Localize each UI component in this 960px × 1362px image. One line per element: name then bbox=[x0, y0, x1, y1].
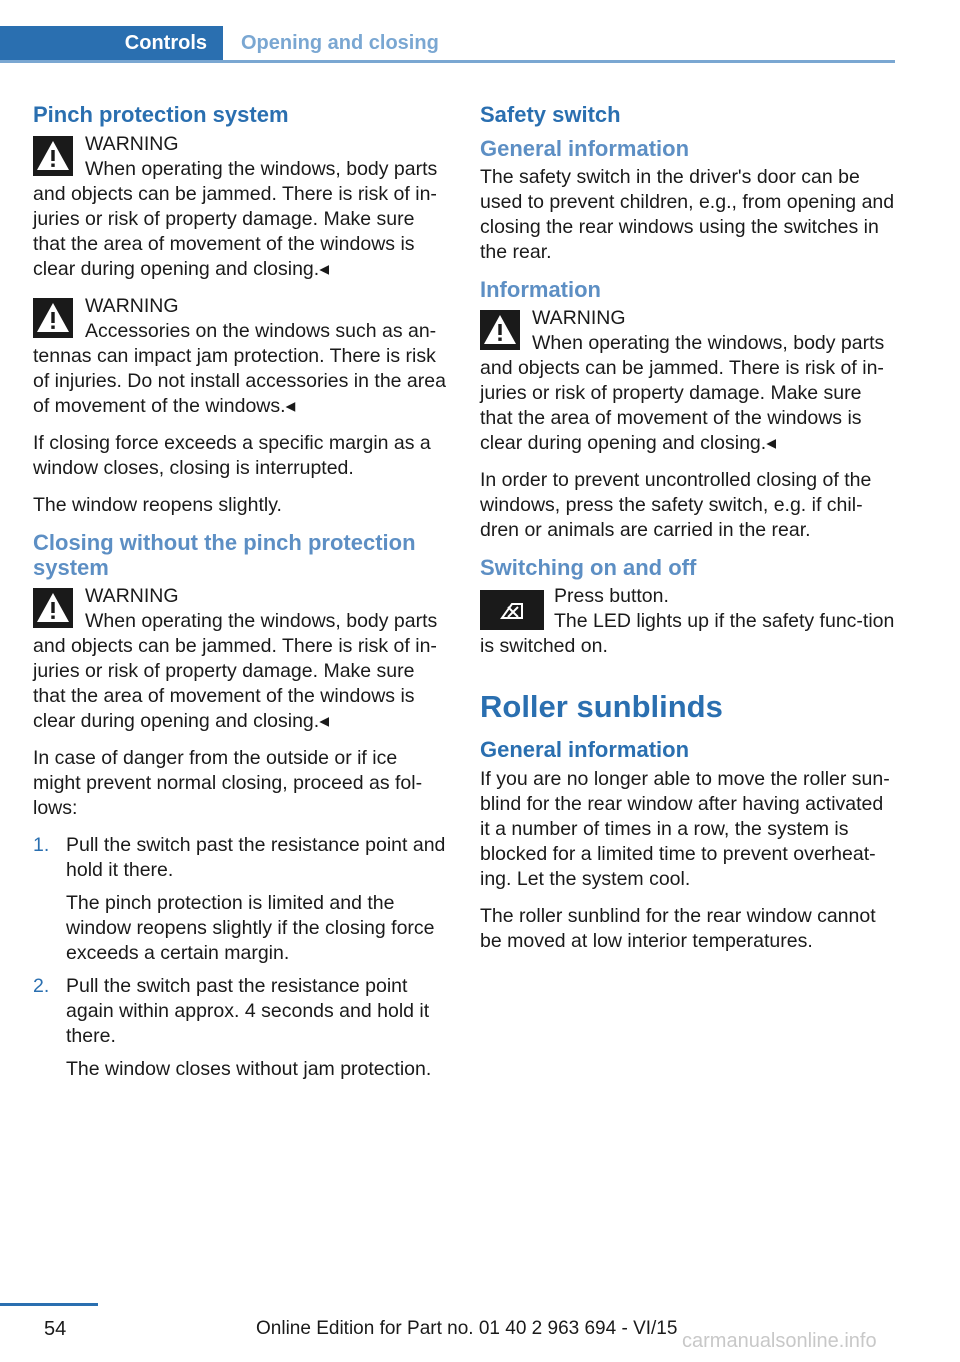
warning-triangle-icon bbox=[480, 310, 520, 350]
paragraph: In order to prevent uncontrolled closing of the windows, press the safety switch, e.g. if chil‐dren or animals are carried in the rear. bbox=[480, 469, 872, 541]
heading-switching-on-off: Switching on and off bbox=[480, 555, 697, 580]
edition-text: Online Edition for Part no. 01 40 2 963 694 - VI/15 bbox=[256, 1318, 678, 1339]
heading-general-information-2: General information bbox=[480, 737, 690, 762]
paragraph: The window reopens slightly. bbox=[33, 494, 282, 516]
press-button-text: Press button. bbox=[554, 585, 669, 607]
switch-block bbox=[480, 584, 895, 659]
warning-triangle-icon bbox=[33, 136, 73, 176]
heading-roller-sunblinds: Roller sunblinds bbox=[480, 689, 723, 724]
paragraph: If closing force exceeds a specific margin as a window closes, closing is interrupted. bbox=[33, 432, 431, 479]
window-lock-button-icon bbox=[480, 590, 544, 630]
page-header bbox=[0, 26, 895, 62]
page-number: 54 bbox=[44, 1318, 67, 1340]
warning-text: When operating the windows, body parts and objects can be jammed. There is risk of in‐juries or risk of property damage. Make sure that the area of movement of the windows is clear during opening and closing.◂ bbox=[33, 158, 438, 280]
warning-block bbox=[33, 294, 448, 419]
paragraph: The roller sunblind for the rear window cannot be moved at low interior temperatures. bbox=[480, 905, 876, 952]
step-number: 1. bbox=[33, 834, 50, 856]
warning-text: Accessories on the windows such as an‐tennas can impact jam protection. There is risk of injuries. Do not install accessories in the area of movement of the windows.◂ bbox=[33, 320, 446, 417]
warning-triangle-icon bbox=[33, 298, 73, 338]
heading-pinch-protection: Pinch protection system bbox=[33, 102, 289, 127]
heading-closing-without-pinch: Closing without the pinch protection system bbox=[33, 530, 416, 580]
header-rule bbox=[0, 60, 895, 63]
warning-title: WARNING bbox=[85, 295, 179, 317]
step-text: Pull the switch past the resistance point again within approx. 4 seconds and hold it there. bbox=[66, 975, 430, 1047]
warning-title: WARNING bbox=[85, 585, 179, 607]
heading-information: Information bbox=[480, 277, 601, 302]
warning-title: WARNING bbox=[85, 133, 179, 155]
step-text: Pull the switch past the resistance point and hold it there. bbox=[66, 834, 446, 881]
warning-triangle-icon bbox=[33, 588, 73, 628]
warning-title: WARNING bbox=[532, 307, 626, 329]
section-tab: Controls bbox=[0, 26, 223, 60]
footer-rule bbox=[0, 1303, 98, 1306]
step-subtext: The pinch protection is limited and the window reopens slightly if the closing force exceeds a certain margin. bbox=[66, 892, 435, 964]
list-item bbox=[33, 833, 448, 966]
left-column bbox=[33, 100, 448, 1090]
heading-safety-switch: Safety switch bbox=[480, 102, 621, 127]
warning-text: When operating the windows, body parts and objects can be jammed. There is risk of in‐juries or risk of property damage. Make sure that the area of movement of the windows is clear during opening and closing.◂ bbox=[480, 332, 885, 454]
right-column bbox=[480, 100, 895, 966]
warning-block bbox=[480, 306, 895, 456]
paragraph: The safety switch in the driver's door can be used to prevent children, e.g., from opening and closing the rear windows using the switches in the rear. bbox=[480, 166, 895, 263]
list-item bbox=[33, 974, 448, 1082]
paragraph: In case of danger from the outside or if ice might prevent normal closing, proceed as fol‐lows: bbox=[33, 747, 423, 819]
step-number: 2. bbox=[33, 975, 50, 997]
warning-text: When operating the windows, body parts and objects can be jammed. There is risk of in‐juries or risk of property damage. Make sure that the area of movement of the windows is clear during opening and closing.◂ bbox=[33, 610, 438, 732]
paragraph: If you are no longer able to move the roller sun‐blind for the rear window after having activated it a number of times in a row, the system is blocked for a limited time to prevent overheat‐ing. Let the system cool. bbox=[480, 768, 890, 890]
led-text: The LED lights up if the safety func‐tion is switched on. bbox=[480, 610, 895, 657]
warning-block bbox=[33, 584, 448, 734]
heading-general-information: General information bbox=[480, 136, 690, 161]
warning-block bbox=[33, 132, 448, 282]
subsection-tab: Opening and closing bbox=[241, 31, 439, 54]
steps-list bbox=[33, 833, 448, 1082]
watermark: carmanualsonline.info bbox=[682, 1330, 877, 1352]
step-subtext: The window closes without jam protection. bbox=[66, 1058, 432, 1080]
